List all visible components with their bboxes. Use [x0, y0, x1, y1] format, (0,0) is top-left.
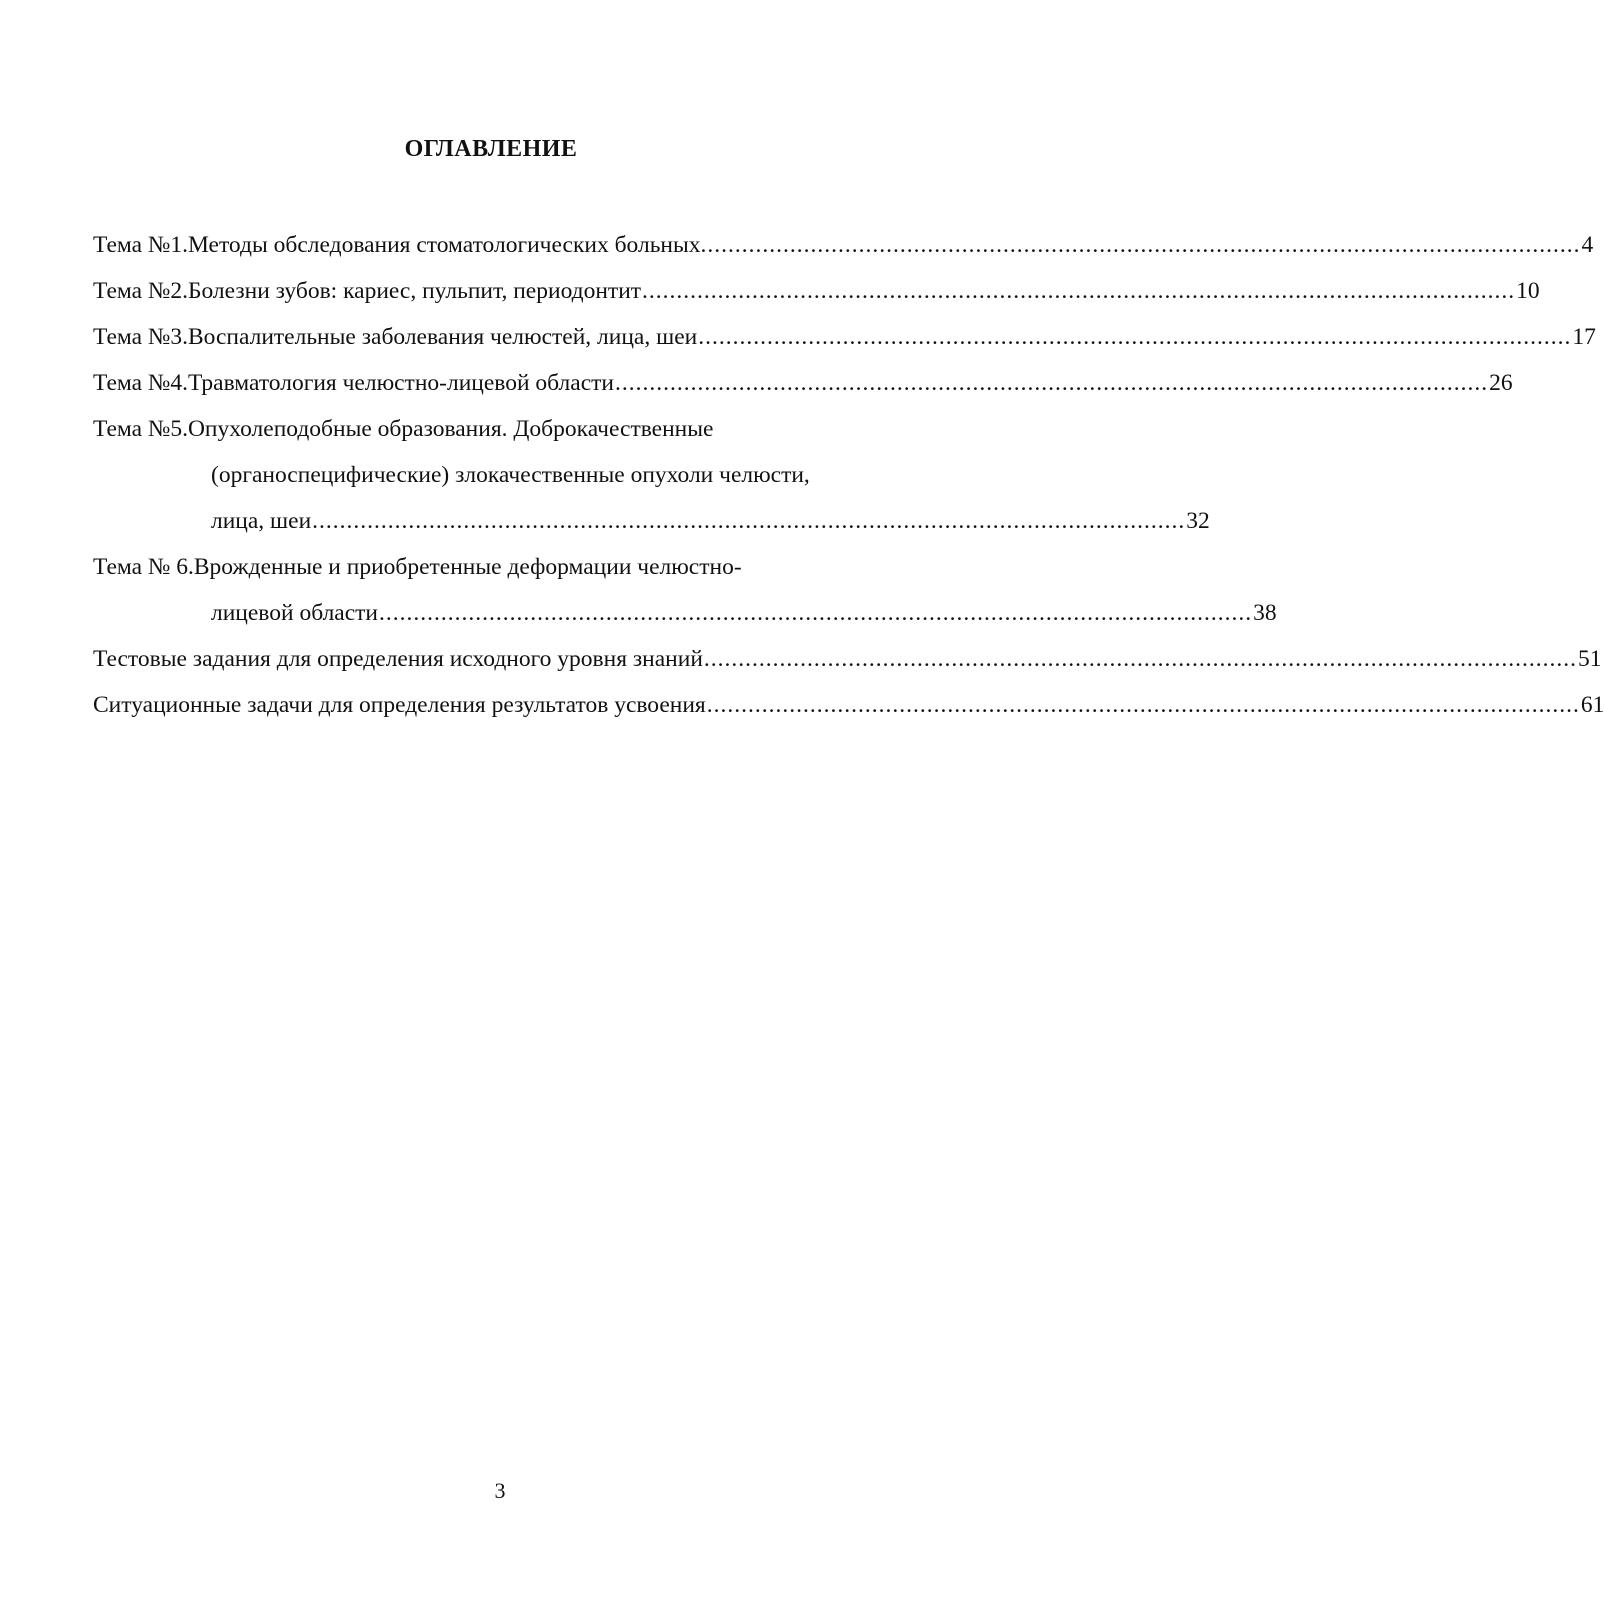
- toc-leader: ...............................................................................................................................: [707, 232, 1581, 258]
- toc-entry-8: [93, 682, 1604, 728]
- toc-leader: ...............................................................................................................................: [703, 646, 1578, 672]
- toc-entry-5-continuation: [93, 452, 891, 498]
- toc-entry-4: [93, 360, 1513, 406]
- toc-entry-2: [93, 268, 1540, 314]
- toc-entry-prefix: Тема №5.: [93, 416, 188, 442]
- table-of-contents: [93, 222, 1604, 728]
- toc-entry-7: [93, 636, 1602, 682]
- toc-entry-text: Травматология челюстно-лицевой области: [187, 370, 614, 396]
- toc-entry-5-last-line: [93, 498, 1210, 544]
- toc-entry-text-continued: лица, шеи: [211, 508, 312, 534]
- page-number: 3: [494, 1478, 506, 1503]
- toc-entry-text: Методы обследования стоматологических больных.: [187, 232, 707, 258]
- toc-entry-1: [93, 222, 1594, 268]
- toc-entry-page: 61: [1580, 692, 1604, 718]
- toc-entry-prefix: Тема №1.: [93, 232, 188, 258]
- toc-entry-page: 38: [1253, 600, 1277, 626]
- toc-entry-5: [93, 406, 891, 452]
- toc-entry-text: Болезни зубов: кариес, пульпит, периодонтит: [187, 278, 642, 304]
- toc-entry-text: Воспалительные заболевания челюстей, лица, шеи: [187, 324, 698, 350]
- toc-entry-3: [93, 314, 1596, 360]
- toc-entry-page: 51: [1578, 646, 1602, 672]
- toc-entry-page: 32: [1186, 508, 1210, 534]
- toc-entry-text: Врожденные и приобретенные деформации челюстно-: [193, 554, 742, 580]
- toc-entry-prefix: Тема №2.: [93, 278, 188, 304]
- toc-entry-page: 4: [1581, 232, 1594, 258]
- toc-entry-page: 10: [1516, 278, 1540, 304]
- toc-entry-text: Тестовые задания для определения исходного уровня знаний: [93, 646, 703, 672]
- toc-title: ОГЛАВЛЕНИЕ: [404, 136, 578, 162]
- toc-entry-6: [93, 544, 891, 590]
- toc-leader: ...............................................................................................................................: [312, 508, 1186, 534]
- toc-entry-6-last-line: [93, 590, 1277, 636]
- toc-entry-page: 26: [1489, 370, 1513, 396]
- toc-entry-text-continued: лицевой области: [211, 600, 379, 626]
- toc-entry-prefix: Тема №3.: [93, 324, 188, 350]
- toc-leader: ...............................................................................................................................: [614, 370, 1489, 396]
- toc-entry-prefix: Тема №4.: [93, 370, 188, 396]
- toc-entry-text-continued: (органоспецифические) злокачественные опухоли челюсти,: [211, 462, 810, 488]
- toc-entry-text: Ситуационные задачи для определения результатов усвоения: [93, 692, 706, 718]
- toc-leader: ...............................................................................................................................: [698, 324, 1572, 350]
- toc-entry-page: 17: [1572, 324, 1596, 350]
- toc-leader: ...............................................................................................................................: [706, 692, 1580, 718]
- toc-entry-prefix: Тема № 6.: [93, 554, 194, 580]
- toc-leader: ...............................................................................................................................: [642, 278, 1516, 304]
- toc-entry-text: Опухолеподобные образования. Доброкачественные: [187, 416, 714, 442]
- toc-leader: ...............................................................................................................................: [379, 600, 1253, 626]
